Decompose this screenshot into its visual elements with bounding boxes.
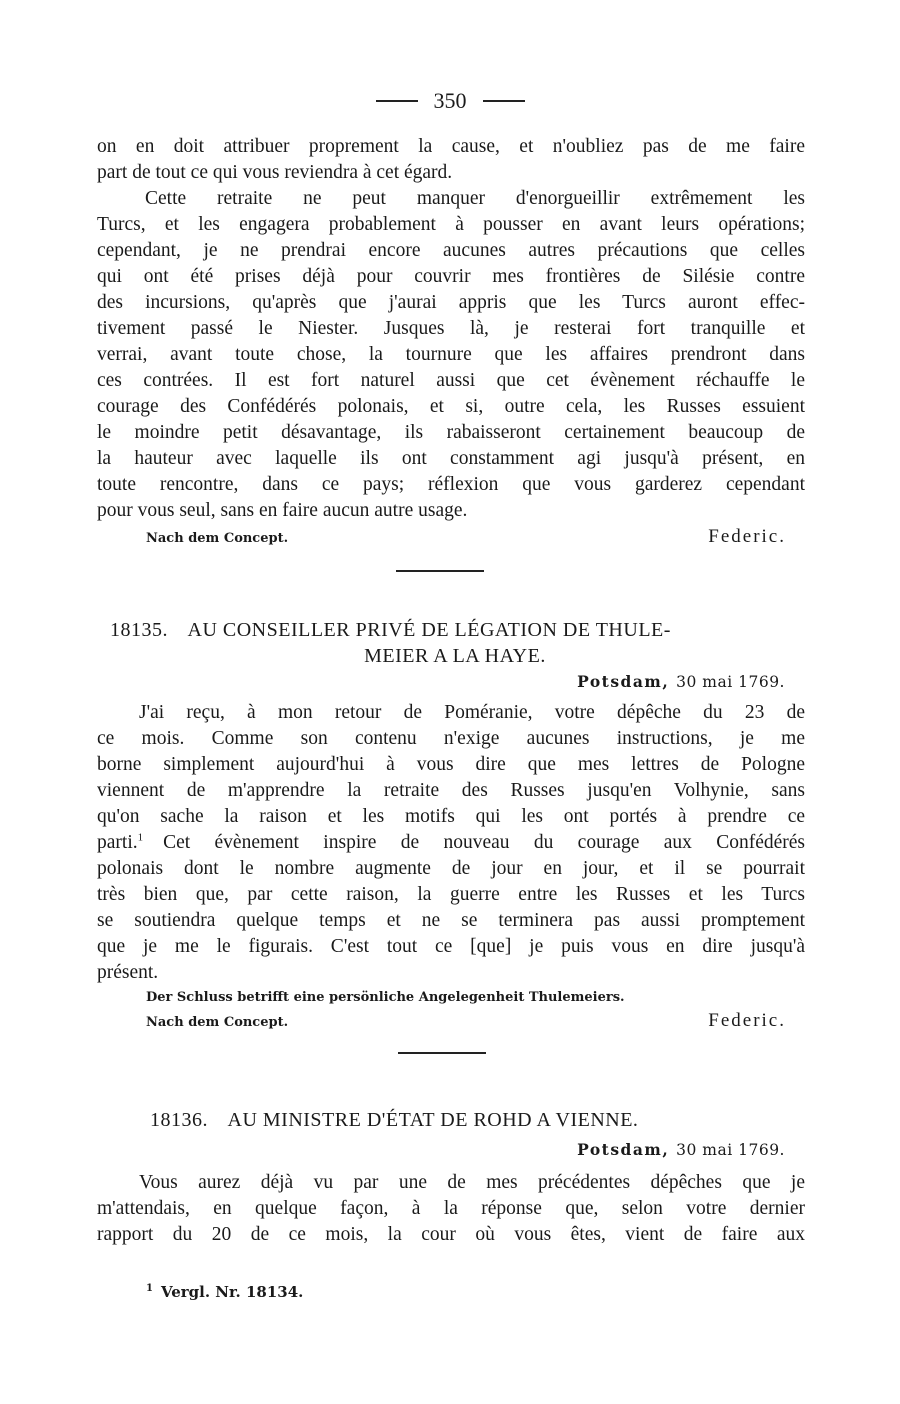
heading-line: AU CONSEILLER PRIVÉ DE LÉGATION DE THULE-: [187, 619, 671, 641]
text-fragment: parti.: [97, 832, 138, 853]
section2-signature-row: [146, 1010, 786, 1032]
section-divider: [396, 570, 484, 572]
text-line: cependant, je ne prendrai encore aucunes autres précautions que celles: [97, 240, 805, 261]
signature: Federic.: [708, 526, 786, 547]
footnote-marker: 1: [146, 1283, 153, 1294]
section2-dateline: [577, 672, 785, 691]
section2-heading: [110, 617, 800, 669]
text-line: toute rencontre, dans ce pays; réflexion que vous garderez cependant: [97, 474, 805, 495]
text-line: se soutiendra quelque temps et ne se terminera pas aussi promptement: [97, 910, 805, 931]
date: 30 mai 1769.: [676, 673, 785, 691]
document-number: 18136.: [150, 1109, 208, 1131]
footnote-text: Vergl. Nr. 18134.: [160, 1283, 304, 1301]
text-line: rapport du 20 de ce mois, la cour où vous êtes, vient de faire aux: [97, 1224, 805, 1245]
text-line: courage des Confédérés polonais, et si, outre cela, les Russes essuient: [97, 396, 805, 417]
footnote-marker: 1: [137, 831, 144, 844]
section3-body: [97, 1170, 805, 1248]
text-line: le moindre petit désavantage, ils rabaisseront certainement beaucoup de: [97, 422, 805, 443]
signature: Federic.: [708, 1010, 786, 1031]
place: Potsdam,: [577, 1140, 670, 1159]
header-dash-right: [483, 100, 525, 102]
text-line: la hauteur avec laquelle ils ont constamment agi jusqu'à présent, en: [97, 448, 805, 469]
section2-body: [97, 700, 805, 986]
place: Potsdam,: [577, 672, 670, 691]
text-line: Turcs, et les engagera probablement à pousser en avant leurs opérations;: [97, 214, 805, 235]
text-line: des incursions, qu'après que j'aurai appris que les Turcs auront effec-: [97, 292, 805, 313]
text-line: polonais dont le nombre augmente de jour en jour, et il se pourrait: [97, 858, 805, 879]
section3-heading: [150, 1107, 770, 1133]
section3-dateline: [577, 1140, 785, 1159]
text-line: que je me le figurais. C'est tout ce [que] je puis vous en dire jusqu'à: [97, 936, 805, 957]
text-line: [97, 830, 805, 856]
text-line: tivement passé le Niester. Jusques là, je resterai fort tranquille et: [97, 318, 805, 339]
text-fragment: Cet évènement inspire de nouveau du courage aux Confédérés: [163, 832, 805, 853]
text-line: très bien que, par cette raison, la guerre entre les Russes et les Turcs: [97, 884, 805, 905]
source-note: Nach dem Concept.: [146, 531, 289, 546]
text-line: pour vous seul, sans en faire aucun autre usage.: [97, 500, 468, 521]
text-line: ces contrées. Il est fort naturel aussi que cet évènement réchauffe le: [97, 370, 805, 391]
text-line: m'attendais, en quelque façon, à la réponse que, selon votre dernier: [97, 1198, 805, 1219]
page-number: 350: [433, 88, 467, 113]
header-dash-left: [376, 100, 418, 102]
page-header: [0, 88, 900, 114]
text-line: part de tout ce qui vous reviendra à cet égard.: [97, 162, 453, 183]
heading-line: MEIER A LA HAYE.: [364, 645, 546, 667]
text-line: J'ai reçu, à mon retour de Poméranie, votre dépêche du 23 de: [139, 702, 805, 723]
text-line: viennent de m'apprendre la retraite des Russes jusqu'en Volhynie, sans: [97, 780, 805, 801]
section1-body: [97, 134, 805, 524]
text-line: ce mois. Comme son contenu n'exige aucunes instructions, je me: [97, 728, 805, 749]
source-note: Nach dem Concept.: [146, 1015, 289, 1030]
section-divider: [398, 1052, 486, 1054]
date: 30 mai 1769.: [676, 1141, 785, 1159]
text-line: Vous aurez déjà vu par une de mes précédentes dépêches que je: [139, 1172, 805, 1193]
remark-note: Der Schluss betrifft eine persönliche Angelegenheit Thulemeiers.: [146, 990, 625, 1005]
text-line: qui ont été prises déjà pour couvrir mes frontières de Silésie contre: [97, 266, 805, 287]
text-line: qu'on sache la raison et les motifs qui les ont portés à prendre ce: [97, 806, 805, 827]
footnote: [146, 1283, 303, 1301]
section1-signature-row: [146, 526, 786, 548]
text-line: borne simplement aujourd'hui à vous dire que mes lettres de Pologne: [97, 754, 805, 775]
text-line: on en doit attribuer proprement la cause, et n'oubliez pas de me faire: [97, 136, 805, 157]
text-line: Cette retraite ne peut manquer d'enorgueillir extrêmement les: [145, 188, 805, 209]
text-line: présent.: [97, 962, 159, 983]
document-number: 18135.: [110, 619, 168, 641]
text-line: verrai, avant toute chose, la tournure que les affaires prendront dans: [97, 344, 805, 365]
heading-line: AU MINISTRE D'ÉTAT DE ROHD A VIENNE.: [227, 1109, 639, 1131]
